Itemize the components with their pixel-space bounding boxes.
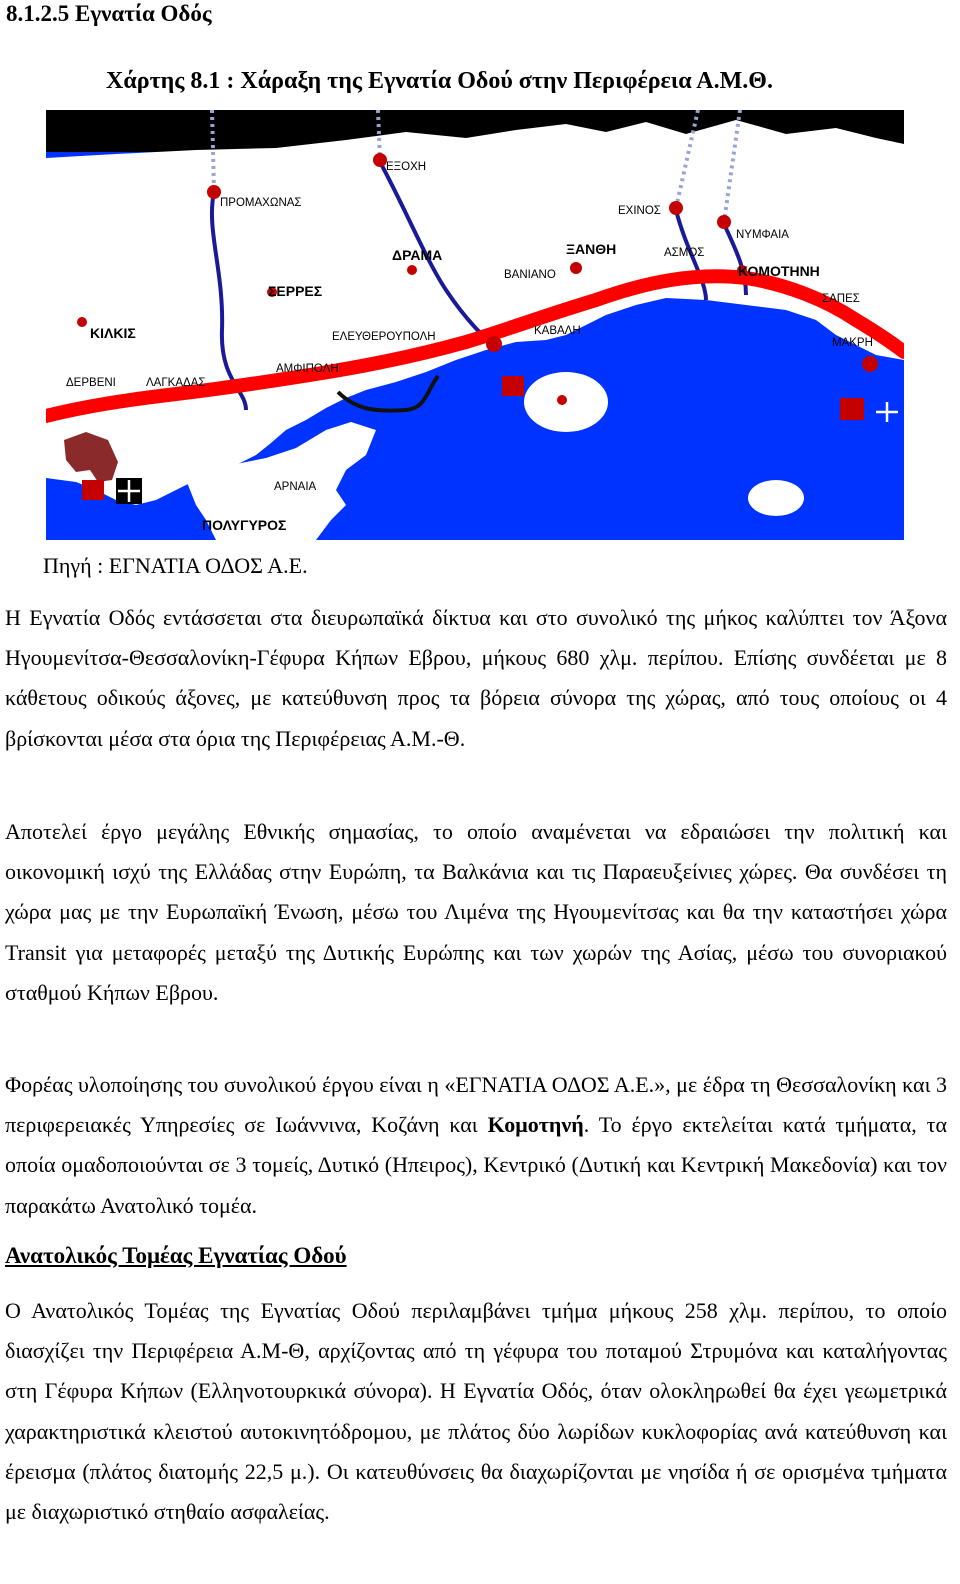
map-caption: Χάρτης 8.1 : Χάραξη της Εγνατία Οδού στην Περιφέρεια Α.Μ.Θ. [106, 68, 773, 94]
label-promachonas: ΠΡΟΜΑΧΩΝΑΣ [220, 197, 302, 209]
label-arnaia: ΑΡΝΑΙΑ [274, 481, 317, 493]
label-drama: ΔΡΑΜΑ [392, 247, 443, 263]
label-kavala: ΚΑΒΑΛΗ [534, 325, 581, 337]
label-serres: ΣΕΡΡΕΣ [268, 283, 323, 299]
section-title: 8.1.2.5 Εγνατία Οδός [6, 1, 212, 26]
paragraph-1: Η Εγνατία Οδός εντάσσεται στα διευρωπαϊκά δίκτυα και στο συνολικό της μήκος καλύπτει τον Άξονα Ηγουμενίτσα-Θεσσαλονίκη-Γέφυρα Κήπων Εβρου, μήκους 680 χλμ. περίπου. Επίσης συνδέεται με 8 κάθετους οδικούς άξονες, με κατεύθυνση προς τα βόρεια σύνορα της χώρας, από τους οποίους οι 4 βρίσκονται μέσα στα όρια της Περιφέρειας Α.Μ.-Θ. [5, 605, 947, 751]
label-amfipoli: ΑΜΦΙΠΟΛΗ [276, 363, 339, 375]
map-source: Πηγή : ΕΓΝΑΤΙΑ ΟΔΟΣ Α.Ε. [43, 553, 308, 578]
paragraph-3-bold: Κομοτηνή [487, 1112, 584, 1138]
paragraph-4: Ο Ανατολικός Τομέας της Εγνατίας Οδού περιλαμβάνει τμήμα μήκους 258 χλμ. περίπου, το οποίο διασχίζει την Περιφέρεια Α.Μ-Θ, αρχίζοντας από τη γέφυρα του ποταμού Στρυμόνα και καταλήγοντας στη Γέφυρα Κήπων (Ελληνοτουρκικά σύνορα). Η Εγνατία Οδός, όταν ολοκληρωθεί θα έχει γεωμετρικά χαρακτηριστικά κλειστού αυτοκινητόδρομου, με πλάτος δύο λωρίδων κυκλοφορίας ανά κατεύθυνση και έρεισμα (πλάτος διατομής 22,5 μ.). Οι κατευθύνσεις θα διαχωρίζονται με νησίδα ή σε ορισμένα τμήματα με διαχωριστικό στηθαίο ασφαλείας. [5, 1298, 947, 1525]
label-asmos: ΑΣΜΟΣ [664, 247, 705, 259]
label-derveni: ΔΕΡΒΕΝΙ [66, 377, 116, 389]
egnatia-map [46, 110, 904, 540]
label-vaniano: ΒΑΝΙΑΝΟ [504, 269, 556, 281]
label-komotini: ΚΟΜΟΤΗΝΗ [738, 263, 820, 279]
label-kilkis: ΚΙΛΚΙΣ [90, 325, 136, 341]
label-sapes: ΣΑΠΕΣ [822, 293, 860, 305]
eastern-sector-heading: Ανατολικός Τομέας Εγνατίας Οδού [5, 1243, 347, 1268]
label-eleftheroupoli: ΕΛΕΥΘΕΡΟΥΠΟΛΗ [332, 331, 436, 343]
label-exochi: ΕΞΟΧΗ [386, 161, 427, 173]
map-svg [46, 110, 904, 540]
samothraki-island [748, 480, 804, 516]
label-polygyros: ΠΟΛΥΓΥΡΟΣ [202, 517, 287, 533]
label-makri: ΜΑΚΡΗ [832, 337, 873, 349]
paragraph-3 [5, 1065, 947, 1226]
label-lagkadas: ΛΑΓΚΑΔΑΣ [146, 377, 206, 389]
paragraph-3-start: Φορέας υλοποίησης του συνολικού έργου είναι η «ΕΓΝΑΤΙΑ ΟΔΟΣ Α.Ε.», με έδρα τη Θεσσαλονίκη και 3 περιφερειακές Υπηρεσίες σε Ιωάννινα, Κοζάνη και [5, 1072, 948, 1138]
label-exinos: ΕΧΙΝΟΣ [618, 205, 661, 217]
paragraph-2: Αποτελεί έργο μεγάλης Εθνικής σημασίας, το οποίο αναμένεται να εδραιώσει την πολιτική και οικονομική ισχύ της Ελλάδας στην Ευρώπη, τα Βαλκάνια και τις Παραευξείνιες χώρες. Θα συνδέσει τη χώρα μας με την Ευρωπαϊκή Ένωση, μέσω του Λιμένα της Ηγουμενίτσας και θα την καταστήσει χώρα Transit για μεταφορές μεταξύ της Δυτικής Ευρώπης και των χωρών της Ασίας, μέσω του συνοριακού σταθμού Κήπων Εβρου. [5, 819, 947, 1005]
label-nymfaia: ΝΥΜΦΑΙΑ [736, 229, 789, 241]
label-xanthi: ΞΑΝΘΗ [566, 241, 617, 257]
paragraph-3-end: . Το έργο εκτελείται κατά τμήματα, τα οποία ομαδοποιούνται σε 3 τομείς, Δυτικό (Ηπειρος), Κεντρικό (Δυτική και Κεντρική Μακεδονία) και τον παρακάτω Ανατολικό τομέα. [5, 1112, 947, 1218]
